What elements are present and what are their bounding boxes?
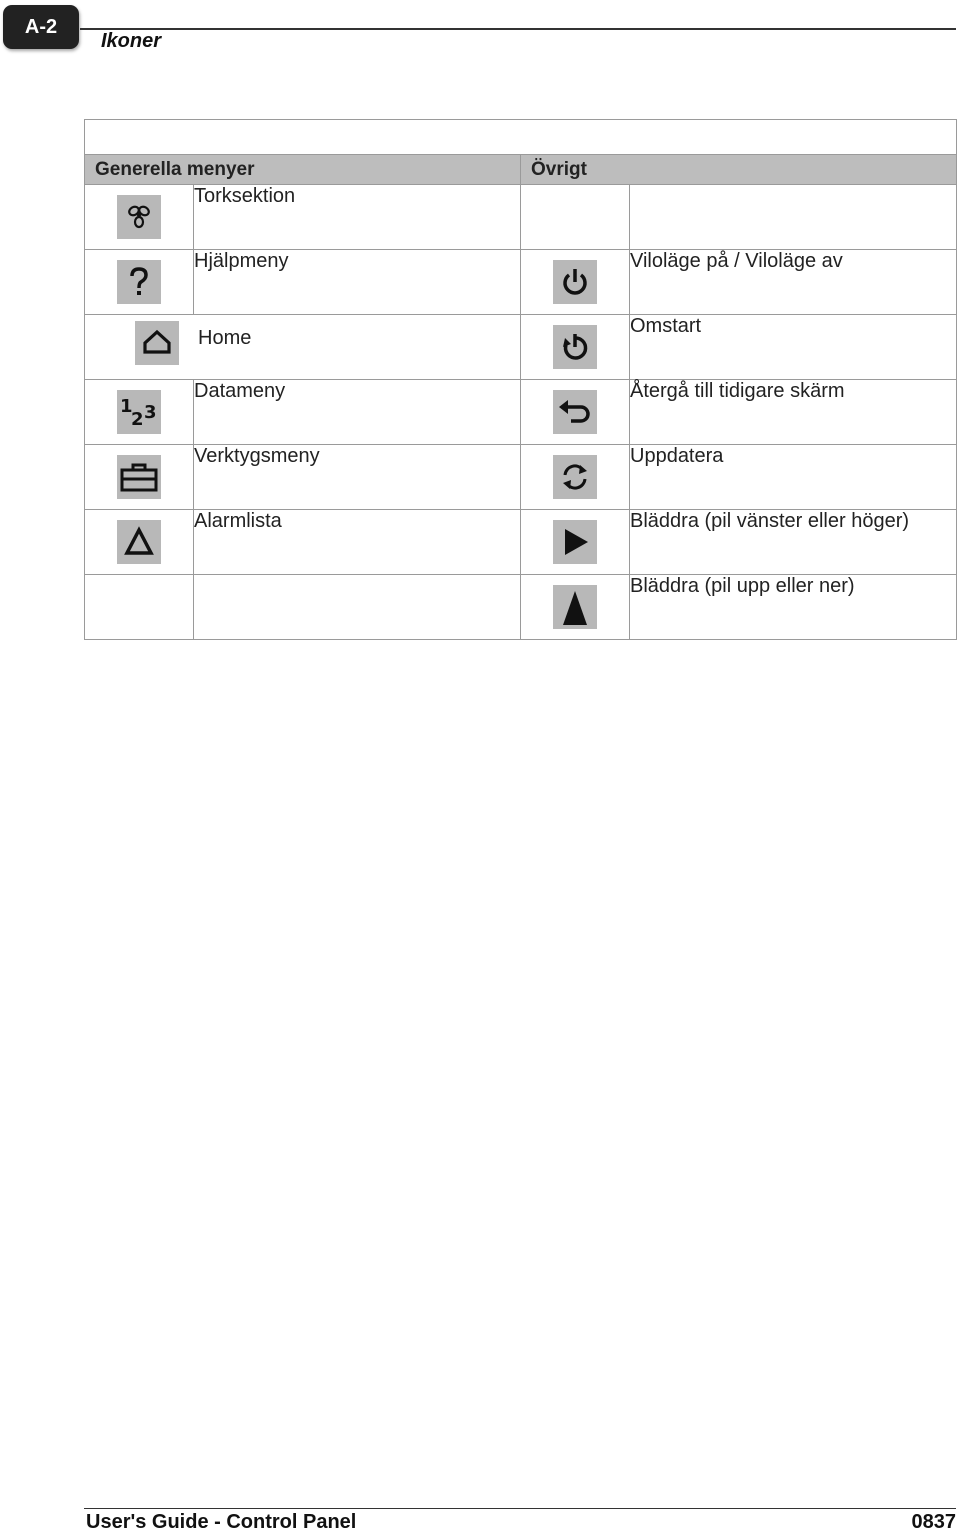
footer-title: User's Guide - Control Panel — [86, 1511, 357, 1533]
column-header-general: Generella menyer — [85, 155, 521, 185]
general-label: Home — [198, 327, 252, 349]
restart-icon — [553, 325, 597, 369]
other-label: Uppdatera — [630, 445, 957, 510]
question-icon — [117, 260, 161, 304]
page-tab: A-2 — [3, 5, 79, 49]
other-label: Viloläge på / Viloläge av — [630, 250, 957, 315]
svg-text:2: 2 — [131, 409, 144, 430]
fan-icon — [117, 195, 161, 239]
table-header-row — [85, 155, 957, 185]
alarm-triangle-icon — [117, 520, 161, 564]
general-label: Datameny — [194, 380, 521, 445]
general-label: Alarmlista — [194, 510, 521, 575]
table-row — [85, 315, 957, 380]
column-header-other: Övrigt — [521, 155, 957, 185]
general-label: Torksektion — [194, 185, 521, 250]
table-row — [85, 250, 957, 315]
arrow-right-icon — [553, 520, 597, 564]
refresh-icon — [553, 455, 597, 499]
toolbox-icon — [117, 455, 161, 499]
footer-code: 0837 — [911, 1511, 956, 1533]
table-row — [85, 575, 957, 640]
other-label: Bläddra (pil upp eller ner) — [630, 575, 957, 640]
table-row — [85, 185, 957, 250]
back-arrow-icon — [553, 390, 597, 434]
svg-text:3: 3 — [144, 402, 157, 423]
table-row — [85, 380, 957, 445]
power-icon — [553, 260, 597, 304]
other-label: Omstart — [630, 315, 957, 380]
section-title: Ikoner — [101, 30, 162, 52]
table-row — [85, 445, 957, 510]
general-label: Verktygsmeny — [194, 445, 521, 510]
svg-text:1: 1 — [120, 396, 133, 417]
other-label: Bläddra (pil vänster eller höger) — [630, 510, 957, 575]
icon-table — [84, 119, 957, 640]
footer-rule — [84, 1508, 956, 1509]
header-rule — [80, 28, 956, 30]
arrow-up-icon — [553, 585, 597, 629]
table-blank-row — [85, 120, 957, 155]
general-label: Hjälpmeny — [194, 250, 521, 315]
home-icon — [135, 321, 179, 365]
table-row — [85, 510, 957, 575]
other-label: Återgå till tidigare skärm — [630, 380, 957, 445]
numbers-icon — [117, 390, 161, 434]
